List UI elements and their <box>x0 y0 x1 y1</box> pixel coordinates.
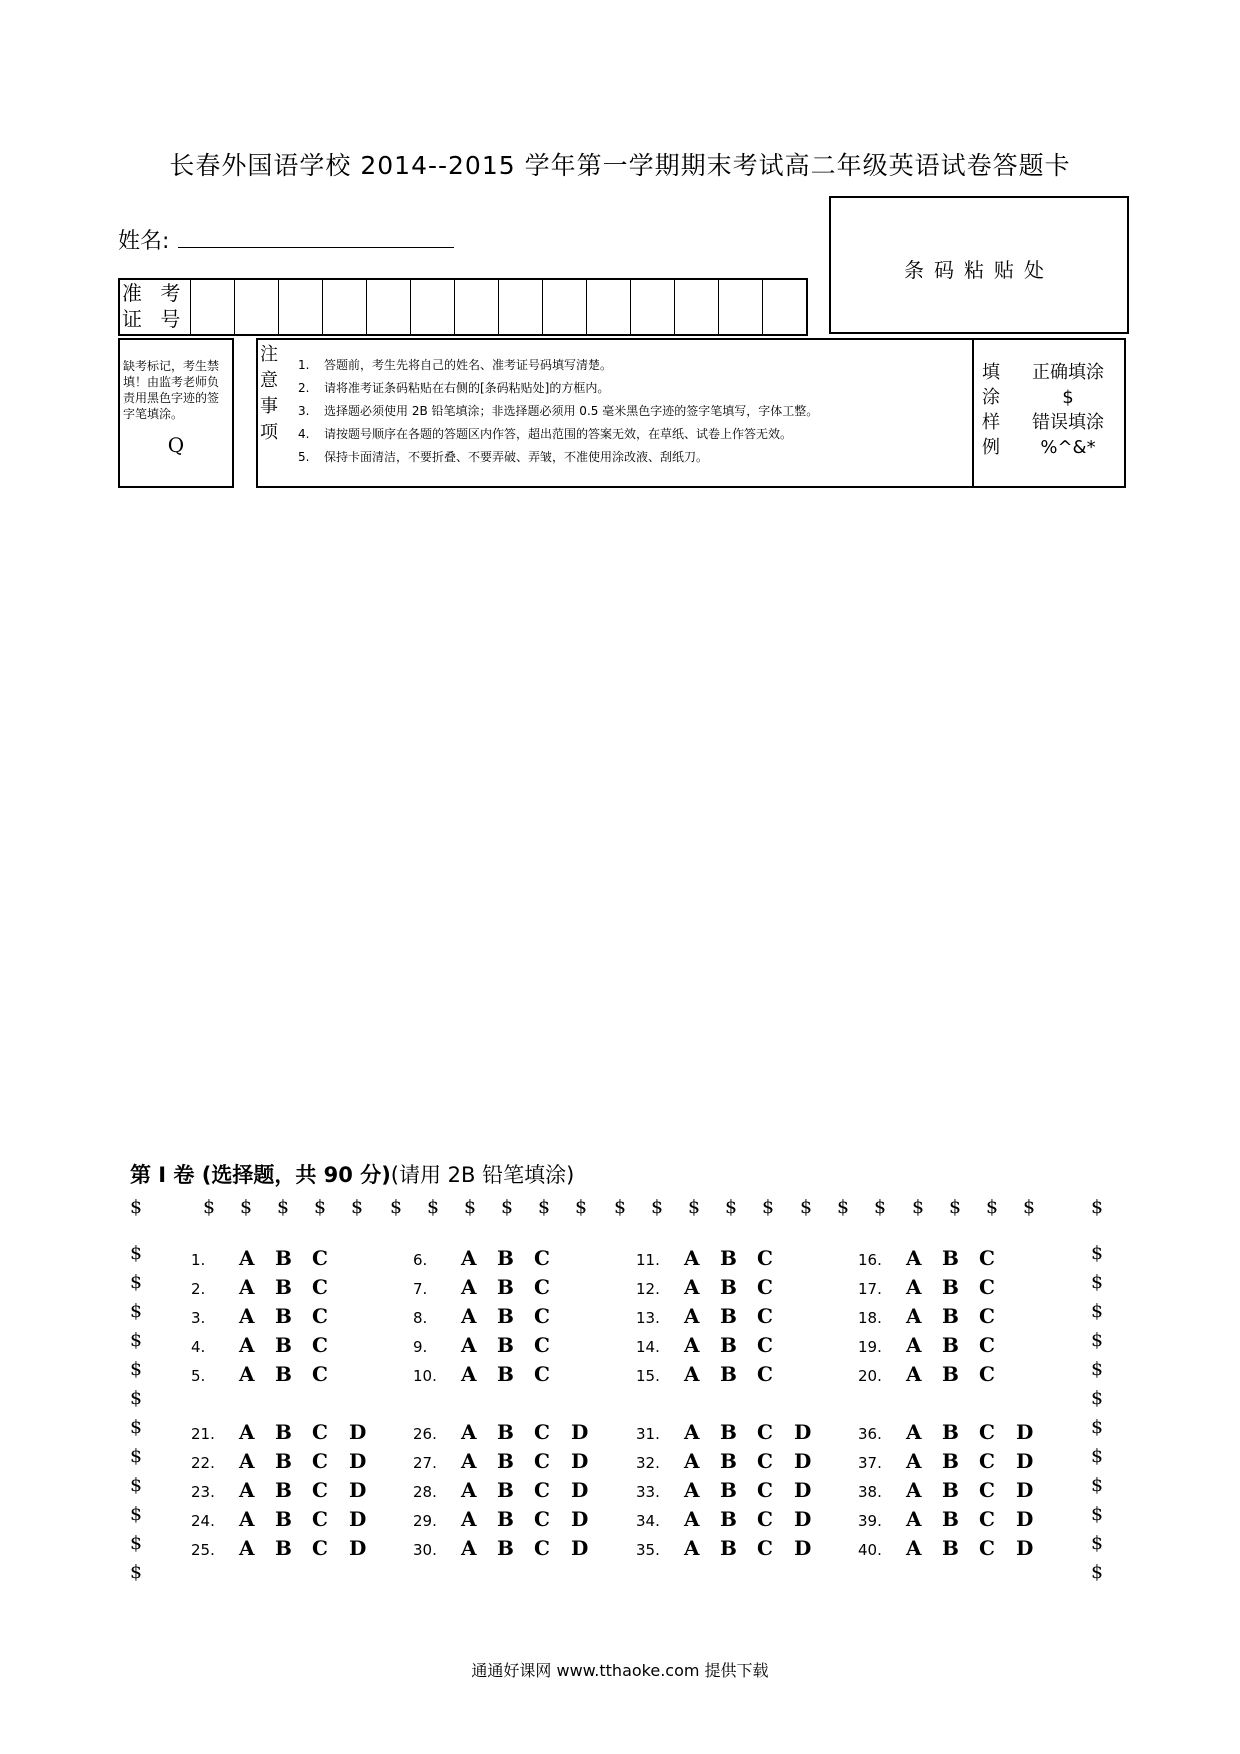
answer-option-a[interactable]: A <box>461 1536 477 1560</box>
answer-option-b[interactable]: B <box>497 1246 514 1270</box>
answer-option-c[interactable]: C <box>757 1304 773 1328</box>
footer-credit: 通通好课网 www.tthaoke.com 提供下载 <box>471 1661 769 1680</box>
answer-option-d[interactable]: D <box>1016 1507 1034 1531</box>
question-number: 36. <box>858 1425 882 1443</box>
answer-option-a[interactable]: A <box>684 1333 700 1357</box>
answer-option-a[interactable]: A <box>906 1362 922 1386</box>
answer-option-d[interactable]: D <box>571 1478 589 1502</box>
answer-option-d[interactable]: D <box>794 1478 812 1502</box>
answer-option-b[interactable]: B <box>720 1246 737 1270</box>
answer-option-c[interactable]: C <box>757 1507 773 1531</box>
answer-option-a[interactable]: A <box>684 1478 700 1502</box>
timing-mark: $ <box>1091 1271 1104 1293</box>
answer-option-a[interactable]: A <box>461 1304 477 1328</box>
note-item: 3. 选择题必须使用 2B 铅笔填涂；非选择题必须用 0.5 毫米黑色字迹的签字笔填写，字体工整。 <box>298 404 819 418</box>
timing-mark: $ <box>762 1196 775 1218</box>
answer-option-c[interactable]: C <box>312 1304 328 1328</box>
notes-box <box>256 338 1126 488</box>
answer-option-b[interactable]: B <box>275 1507 292 1531</box>
timing-mark: $ <box>949 1196 962 1218</box>
ticket-digit-cell[interactable] <box>718 280 762 334</box>
answer-option-a[interactable]: A <box>906 1304 922 1328</box>
answer-option-b[interactable]: B <box>275 1420 292 1444</box>
answer-option-c[interactable]: C <box>757 1536 773 1560</box>
answer-option-b[interactable]: B <box>497 1507 514 1531</box>
timing-mark: $ <box>130 1532 143 1554</box>
question-number: 35. <box>636 1541 660 1559</box>
answer-option-b[interactable]: B <box>275 1333 292 1357</box>
ticket-digit-cell[interactable] <box>322 280 366 334</box>
question-number: 10. <box>413 1367 437 1385</box>
question-number: 32. <box>636 1454 660 1472</box>
barcode-area <box>829 196 1129 334</box>
question-number: 20. <box>858 1367 882 1385</box>
question-number: 16. <box>858 1251 882 1269</box>
question-number: 5. <box>191 1367 206 1385</box>
ticket-digit-cell[interactable] <box>586 280 630 334</box>
timing-mark: $ <box>651 1196 664 1218</box>
answer-option-b[interactable]: B <box>497 1275 514 1299</box>
answer-option-a[interactable]: A <box>461 1362 477 1386</box>
question-number: 6. <box>413 1251 428 1269</box>
answer-option-b[interactable]: B <box>942 1507 959 1531</box>
question-number: 38. <box>858 1483 882 1501</box>
ticket-digit-cell[interactable] <box>190 280 234 334</box>
answer-option-b[interactable]: B <box>720 1478 737 1502</box>
answer-option-a[interactable]: A <box>239 1304 255 1328</box>
timing-mark: $ <box>1091 1503 1104 1525</box>
timing-mark: $ <box>314 1196 327 1218</box>
timing-mark: $ <box>1091 1358 1104 1380</box>
answer-option-a[interactable]: A <box>239 1275 255 1299</box>
question-number: 24. <box>191 1512 215 1530</box>
answer-option-c[interactable]: C <box>534 1304 550 1328</box>
ticket-digit-cell[interactable] <box>454 280 498 334</box>
answer-option-a[interactable]: A <box>239 1478 255 1502</box>
answer-option-b[interactable]: B <box>497 1362 514 1386</box>
answer-option-d[interactable]: D <box>1016 1536 1034 1560</box>
question-number: 23. <box>191 1483 215 1501</box>
timing-mark: $ <box>1091 1445 1104 1467</box>
answer-option-a[interactable]: A <box>684 1420 700 1444</box>
timing-mark: $ <box>874 1196 887 1218</box>
timing-mark: $ <box>240 1196 253 1218</box>
ticket-digit-cell[interactable] <box>498 280 542 334</box>
timing-mark: $ <box>986 1196 999 1218</box>
ticket-digit-cell[interactable] <box>366 280 410 334</box>
answer-option-d[interactable]: D <box>349 1420 367 1444</box>
answer-option-a[interactable]: A <box>906 1478 922 1502</box>
timing-mark: $ <box>130 1416 143 1438</box>
answer-option-a[interactable]: A <box>906 1275 922 1299</box>
answer-option-d[interactable]: D <box>1016 1478 1034 1502</box>
note-item: 2. 请将准考证条码粘贴在右侧的[条码粘贴处]的方框内。 <box>298 381 610 395</box>
question-number: 37. <box>858 1454 882 1472</box>
timing-mark: $ <box>1091 1532 1104 1554</box>
section-heading <box>130 1159 574 1189</box>
answer-option-c[interactable]: C <box>312 1275 328 1299</box>
page-title: 长春外国语学校 2014--2015 学年第一学期期末考试高二年级英语试卷答题卡 <box>169 151 1071 180</box>
timing-mark: $ <box>390 1196 403 1218</box>
timing-mark: $ <box>130 1387 143 1409</box>
question-number: 1. <box>191 1251 206 1269</box>
section-title: 第 I 卷 (选择题，共 90 分) <box>130 1163 391 1187</box>
answer-option-c[interactable]: C <box>979 1536 995 1560</box>
timing-mark: $ <box>1091 1242 1104 1264</box>
answer-option-c[interactable]: C <box>757 1333 773 1357</box>
question-number: 12. <box>636 1280 660 1298</box>
name-label: 姓名: <box>118 229 170 254</box>
sample-correct-label: 正确填涂 <box>1032 362 1104 383</box>
answer-option-b[interactable]: B <box>720 1449 737 1473</box>
answer-option-b[interactable]: B <box>942 1420 959 1444</box>
answer-option-c[interactable]: C <box>979 1333 995 1357</box>
answer-option-a[interactable]: A <box>239 1333 255 1357</box>
answer-option-c[interactable]: C <box>979 1304 995 1328</box>
barcode-label: 条码粘贴处 <box>904 258 1054 282</box>
timing-mark: $ <box>575 1196 588 1218</box>
answer-option-a[interactable]: A <box>906 1333 922 1357</box>
answer-option-a[interactable]: A <box>461 1507 477 1531</box>
sample-examples <box>1018 360 1118 460</box>
answer-option-b[interactable]: B <box>942 1333 959 1357</box>
answer-option-a[interactable]: A <box>461 1478 477 1502</box>
answer-option-c[interactable]: C <box>979 1275 995 1299</box>
answer-option-a[interactable]: A <box>239 1507 255 1531</box>
answer-option-c[interactable]: C <box>757 1478 773 1502</box>
timing-mark: $ <box>1091 1300 1104 1322</box>
answer-option-a[interactable]: A <box>906 1536 922 1560</box>
answer-option-c[interactable]: C <box>757 1362 773 1386</box>
answer-option-c[interactable]: C <box>534 1275 550 1299</box>
answer-option-b[interactable]: B <box>720 1420 737 1444</box>
answer-option-d[interactable]: D <box>349 1478 367 1502</box>
answer-option-b[interactable]: B <box>275 1304 292 1328</box>
timing-mark: $ <box>1091 1329 1104 1351</box>
answer-option-c[interactable]: C <box>757 1449 773 1473</box>
ticket-number-grid <box>118 278 808 336</box>
timing-mark: $ <box>351 1196 364 1218</box>
question-number: 4. <box>191 1338 206 1356</box>
timing-mark: $ <box>130 1271 143 1293</box>
ticket-digit-cell[interactable] <box>234 280 278 334</box>
question-number: 22. <box>191 1454 215 1472</box>
question-number: 29. <box>413 1512 437 1530</box>
timing-mark: $ <box>130 1242 143 1264</box>
timing-mark: $ <box>130 1196 143 1218</box>
answer-option-b[interactable]: B <box>497 1420 514 1444</box>
answer-option-a[interactable]: A <box>906 1507 922 1531</box>
answer-option-b[interactable]: B <box>942 1362 959 1386</box>
answer-option-d[interactable]: D <box>571 1420 589 1444</box>
sample-divider <box>972 340 974 486</box>
question-number: 19. <box>858 1338 882 1356</box>
question-number: 28. <box>413 1483 437 1501</box>
question-number: 26. <box>413 1425 437 1443</box>
name-field[interactable] <box>178 247 454 248</box>
timing-mark: $ <box>130 1329 143 1351</box>
answer-option-a[interactable]: A <box>684 1449 700 1473</box>
sample-wrong-label: 错误填涂 <box>1032 412 1104 433</box>
timing-mark: $ <box>538 1196 551 1218</box>
answer-option-d[interactable]: D <box>349 1536 367 1560</box>
sample-label: 填涂样例 <box>982 362 1000 458</box>
timing-mark: $ <box>912 1196 925 1218</box>
question-number: 30. <box>413 1541 437 1559</box>
question-number: 9. <box>413 1338 428 1356</box>
answer-option-d[interactable]: D <box>794 1420 812 1444</box>
question-number: 14. <box>636 1338 660 1356</box>
answer-option-b[interactable]: B <box>275 1449 292 1473</box>
question-number: 21. <box>191 1425 215 1443</box>
question-number: 39. <box>858 1512 882 1530</box>
answer-option-a[interactable]: A <box>461 1333 477 1357</box>
answer-option-d[interactable]: D <box>349 1507 367 1531</box>
ticket-digit-cell[interactable] <box>630 280 674 334</box>
answer-option-c[interactable]: C <box>312 1478 328 1502</box>
question-number: 17. <box>858 1280 882 1298</box>
absent-mark-box <box>118 338 234 488</box>
timing-mark: $ <box>464 1196 477 1218</box>
answer-option-a[interactable]: A <box>461 1246 477 1270</box>
timing-mark: $ <box>130 1503 143 1525</box>
answer-option-b[interactable]: B <box>720 1275 737 1299</box>
question-number: 15. <box>636 1367 660 1385</box>
question-number: 34. <box>636 1512 660 1530</box>
answer-option-c[interactable]: C <box>757 1275 773 1299</box>
answer-option-d[interactable]: D <box>1016 1420 1034 1444</box>
sample-wrong-mark: %^&* <box>1040 437 1096 458</box>
ticket-digit-cell[interactable] <box>410 280 454 334</box>
answer-option-b[interactable]: B <box>942 1246 959 1270</box>
answer-option-c[interactable]: C <box>757 1246 773 1270</box>
timing-mark: $ <box>1091 1561 1104 1583</box>
answer-option-c[interactable]: C <box>534 1449 550 1473</box>
timing-mark: $ <box>1091 1474 1104 1496</box>
answer-option-a[interactable]: A <box>684 1536 700 1560</box>
answer-option-a[interactable]: A <box>239 1536 255 1560</box>
question-number: 2. <box>191 1280 206 1298</box>
ticket-digit-cell[interactable] <box>762 280 806 334</box>
answer-option-c[interactable]: C <box>312 1362 328 1386</box>
question-number: 40. <box>858 1541 882 1559</box>
answer-option-a[interactable]: A <box>239 1362 255 1386</box>
answer-option-a[interactable]: A <box>684 1246 700 1270</box>
answer-option-b[interactable]: B <box>942 1449 959 1473</box>
answer-option-c[interactable]: C <box>312 1507 328 1531</box>
answer-option-c[interactable]: C <box>312 1246 328 1270</box>
answer-option-c[interactable]: C <box>757 1420 773 1444</box>
answer-option-a[interactable]: A <box>684 1507 700 1531</box>
answer-option-c[interactable]: C <box>312 1333 328 1357</box>
timing-mark: $ <box>800 1196 813 1218</box>
answer-option-c[interactable]: C <box>534 1362 550 1386</box>
answer-option-a[interactable]: A <box>461 1449 477 1473</box>
answer-option-b[interactable]: B <box>720 1536 737 1560</box>
answer-option-d[interactable]: D <box>794 1507 812 1531</box>
answer-option-b[interactable]: B <box>942 1304 959 1328</box>
answer-option-b[interactable]: B <box>275 1478 292 1502</box>
timing-mark: $ <box>614 1196 627 1218</box>
answer-option-c[interactable]: C <box>979 1420 995 1444</box>
answer-option-a[interactable]: A <box>906 1420 922 1444</box>
answer-option-c[interactable]: C <box>534 1333 550 1357</box>
note-item: 1. 答题前，考生先将自己的姓名、准考证号码填写清楚。 <box>298 358 613 372</box>
question-number: 18. <box>858 1309 882 1327</box>
answer-option-c[interactable]: C <box>979 1246 995 1270</box>
answer-option-b[interactable]: B <box>275 1536 292 1560</box>
notes-list <box>298 354 818 469</box>
question-number: 7. <box>413 1280 428 1298</box>
answer-option-b[interactable]: B <box>497 1478 514 1502</box>
answer-option-d[interactable]: D <box>571 1507 589 1531</box>
answer-option-c[interactable]: C <box>979 1362 995 1386</box>
absent-mark-bubble[interactable]: Q <box>167 433 185 457</box>
answer-option-b[interactable]: B <box>497 1304 514 1328</box>
answer-option-b[interactable]: B <box>275 1362 292 1386</box>
timing-mark: $ <box>427 1196 440 1218</box>
answer-option-c[interactable]: C <box>534 1420 550 1444</box>
answer-option-c[interactable]: C <box>979 1449 995 1473</box>
timing-mark: $ <box>130 1474 143 1496</box>
answer-option-b[interactable]: B <box>720 1507 737 1531</box>
answer-option-d[interactable]: D <box>571 1536 589 1560</box>
answer-option-a[interactable]: A <box>906 1449 922 1473</box>
answer-option-b[interactable]: B <box>275 1275 292 1299</box>
timing-mark: $ <box>1091 1387 1104 1409</box>
answer-option-b[interactable]: B <box>720 1362 737 1386</box>
answer-option-c[interactable]: C <box>312 1536 328 1560</box>
question-number: 27. <box>413 1454 437 1472</box>
ticket-label: 准 考 证 号 <box>122 281 187 331</box>
answer-option-c[interactable]: C <box>534 1507 550 1531</box>
section-instruction: (请用 2B 铅笔填涂) <box>390 1163 575 1187</box>
question-number: 11. <box>636 1251 660 1269</box>
answer-option-a[interactable]: A <box>684 1275 700 1299</box>
timing-mark: $ <box>837 1196 850 1218</box>
answer-option-a[interactable]: A <box>239 1420 255 1444</box>
timing-mark: $ <box>130 1445 143 1467</box>
timing-mark: $ <box>1091 1196 1104 1218</box>
timing-mark: $ <box>501 1196 514 1218</box>
answer-option-d[interactable]: D <box>794 1449 812 1473</box>
answer-option-b[interactable]: B <box>497 1536 514 1560</box>
answer-option-c[interactable]: C <box>979 1507 995 1531</box>
timing-mark: $ <box>688 1196 701 1218</box>
timing-mark: $ <box>1091 1416 1104 1438</box>
question-number: 8. <box>413 1309 428 1327</box>
answer-option-b[interactable]: B <box>497 1333 514 1357</box>
question-number: 25. <box>191 1541 215 1559</box>
answer-option-b[interactable]: B <box>942 1478 959 1502</box>
notes-label: 注意事项 <box>260 344 278 443</box>
answer-option-a[interactable]: A <box>239 1246 255 1270</box>
timing-mark: $ <box>725 1196 738 1218</box>
answer-option-c[interactable]: C <box>534 1246 550 1270</box>
answer-option-a[interactable]: A <box>684 1362 700 1386</box>
question-number: 3. <box>191 1309 206 1327</box>
answer-option-c[interactable]: C <box>312 1420 328 1444</box>
answer-option-a[interactable]: A <box>461 1275 477 1299</box>
question-number: 13. <box>636 1309 660 1327</box>
timing-mark: $ <box>203 1196 216 1218</box>
ticket-digit-cell[interactable] <box>278 280 322 334</box>
ticket-digit-cell[interactable] <box>674 280 718 334</box>
answer-option-b[interactable]: B <box>497 1449 514 1473</box>
timing-mark: $ <box>130 1358 143 1380</box>
answer-option-a[interactable]: A <box>684 1304 700 1328</box>
answer-option-a[interactable]: A <box>239 1449 255 1473</box>
sample-correct-mark: $ <box>1062 387 1074 408</box>
answer-option-d[interactable]: D <box>1016 1449 1034 1473</box>
answer-option-b[interactable]: B <box>720 1333 737 1357</box>
answer-option-a[interactable]: A <box>461 1420 477 1444</box>
answer-option-a[interactable]: A <box>906 1246 922 1270</box>
answer-option-b[interactable]: B <box>275 1246 292 1270</box>
question-number: 33. <box>636 1483 660 1501</box>
answer-option-c[interactable]: C <box>534 1536 550 1560</box>
note-item: 5. 保持卡面清洁，不要折叠、不要弄破、弄皱，不准使用涂改液、刮纸刀。 <box>298 450 709 464</box>
answer-option-b[interactable]: B <box>720 1304 737 1328</box>
timing-mark: $ <box>130 1561 143 1583</box>
timing-mark: $ <box>130 1300 143 1322</box>
answer-option-b[interactable]: B <box>942 1536 959 1560</box>
answer-option-c[interactable]: C <box>979 1478 995 1502</box>
answer-option-d[interactable]: D <box>794 1536 812 1560</box>
timing-mark: $ <box>1023 1196 1036 1218</box>
question-number: 31. <box>636 1425 660 1443</box>
answer-option-b[interactable]: B <box>942 1275 959 1299</box>
timing-mark: $ <box>277 1196 290 1218</box>
answer-option-d[interactable]: D <box>349 1449 367 1473</box>
answer-option-c[interactable]: C <box>534 1478 550 1502</box>
note-item: 4. 请按题号顺序在各题的答题区内作答，超出范围的答案无效，在草纸、试卷上作答无效。 <box>298 427 793 441</box>
absent-note: 缺考标记，考生禁填！由监考老师负责用黑色字迹的签字笔填涂。 <box>123 359 220 421</box>
ticket-digit-cell[interactable] <box>542 280 586 334</box>
answer-option-c[interactable]: C <box>312 1449 328 1473</box>
answer-option-d[interactable]: D <box>571 1449 589 1473</box>
